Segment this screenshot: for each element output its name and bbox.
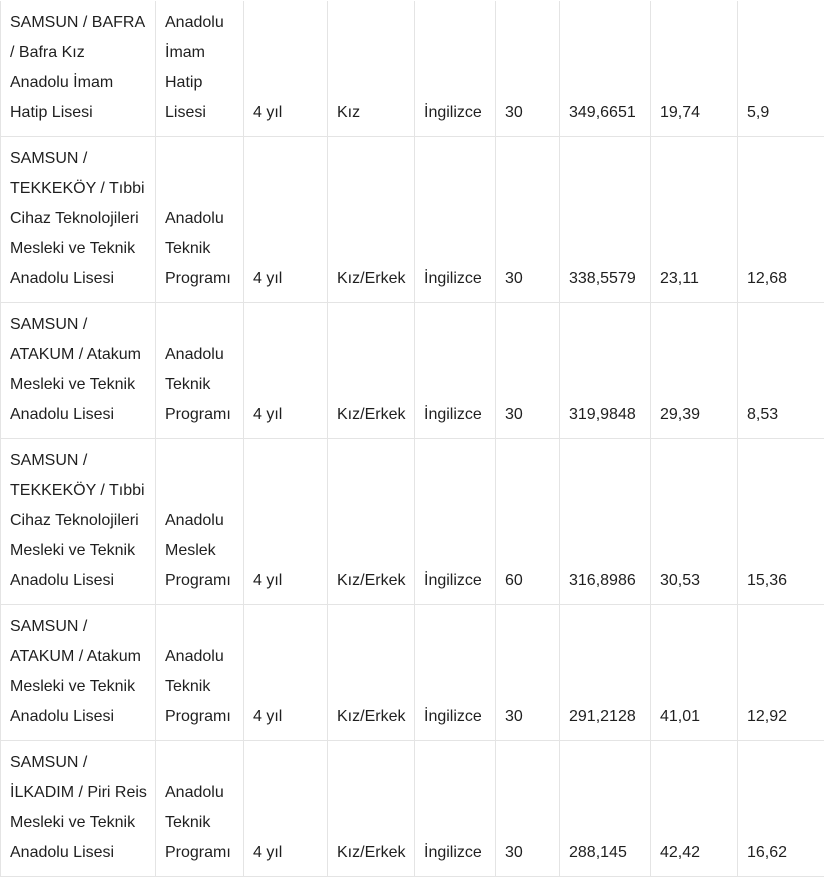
gender-cell: Kız/Erkek	[328, 303, 415, 439]
percentile-secondary-cell: 5,9	[738, 1, 824, 137]
gender-cell: Kız/Erkek	[328, 741, 415, 877]
percentile-cell: 23,11	[651, 137, 738, 303]
percentile-cell: 29,39	[651, 303, 738, 439]
table-body	[1, 1, 824, 877]
table-row	[1, 303, 824, 439]
score-cell: 288,145	[560, 741, 651, 877]
table-row	[1, 605, 824, 741]
table-row	[1, 137, 824, 303]
table-row	[1, 439, 824, 605]
school-table	[0, 1, 824, 877]
duration-cell: 4 yıl	[244, 137, 328, 303]
quota-cell: 30	[496, 1, 560, 137]
quota-cell: 30	[496, 605, 560, 741]
language-cell: İngilizce	[415, 741, 496, 877]
table-row	[1, 741, 824, 877]
program-type-cell: Anadolu Teknik Programı	[156, 741, 244, 877]
program-type-cell: Anadolu İmam Hatip Lisesi	[156, 1, 244, 137]
duration-cell: 4 yıl	[244, 1, 328, 137]
percentile-cell: 42,42	[651, 741, 738, 877]
score-cell: 291,2128	[560, 605, 651, 741]
language-cell: İngilizce	[415, 439, 496, 605]
percentile-secondary-cell: 12,68	[738, 137, 824, 303]
duration-cell: 4 yıl	[244, 439, 328, 605]
gender-cell: Kız	[328, 1, 415, 137]
quota-cell: 30	[496, 137, 560, 303]
duration-cell: 4 yıl	[244, 303, 328, 439]
program-type-cell: Anadolu Teknik Programı	[156, 605, 244, 741]
school-name-cell: SAMSUN / ATAKUM / Atakum Mesleki ve Teknik Anadolu Lisesi	[1, 605, 156, 741]
score-cell: 338,5579	[560, 137, 651, 303]
gender-cell: Kız/Erkek	[328, 605, 415, 741]
school-name-cell: SAMSUN / BAFRA / Bafra Kız Anadolu İmam Hatip Lisesi	[1, 1, 156, 137]
percentile-cell: 41,01	[651, 605, 738, 741]
language-cell: İngilizce	[415, 605, 496, 741]
percentile-secondary-cell: 15,36	[738, 439, 824, 605]
percentile-cell: 30,53	[651, 439, 738, 605]
gender-cell: Kız/Erkek	[328, 137, 415, 303]
duration-cell: 4 yıl	[244, 605, 328, 741]
percentile-secondary-cell: 12,92	[738, 605, 824, 741]
school-name-cell: SAMSUN / TEKKEKÖY / Tıbbi Cihaz Teknolojileri Mesleki ve Teknik Anadolu Lisesi	[1, 439, 156, 605]
quota-cell: 30	[496, 741, 560, 877]
table-row	[1, 1, 824, 137]
school-name-cell: SAMSUN / ATAKUM / Atakum Mesleki ve Teknik Anadolu Lisesi	[1, 303, 156, 439]
score-cell: 319,9848	[560, 303, 651, 439]
quota-cell: 30	[496, 303, 560, 439]
language-cell: İngilizce	[415, 137, 496, 303]
program-type-cell: Anadolu Teknik Programı	[156, 303, 244, 439]
score-cell: 316,8986	[560, 439, 651, 605]
language-cell: İngilizce	[415, 1, 496, 137]
school-name-cell: SAMSUN / TEKKEKÖY / Tıbbi Cihaz Teknolojileri Mesleki ve Teknik Anadolu Lisesi	[1, 137, 156, 303]
gender-cell: Kız/Erkek	[328, 439, 415, 605]
percentile-secondary-cell: 8,53	[738, 303, 824, 439]
program-type-cell: Anadolu Meslek Programı	[156, 439, 244, 605]
program-type-cell: Anadolu Teknik Programı	[156, 137, 244, 303]
duration-cell: 4 yıl	[244, 741, 328, 877]
language-cell: İngilizce	[415, 303, 496, 439]
percentile-secondary-cell: 16,62	[738, 741, 824, 877]
school-name-cell: SAMSUN / İLKADIM / Piri Reis Mesleki ve Teknik Anadolu Lisesi	[1, 741, 156, 877]
percentile-cell: 19,74	[651, 1, 738, 137]
score-cell: 349,6651	[560, 1, 651, 137]
quota-cell: 60	[496, 439, 560, 605]
